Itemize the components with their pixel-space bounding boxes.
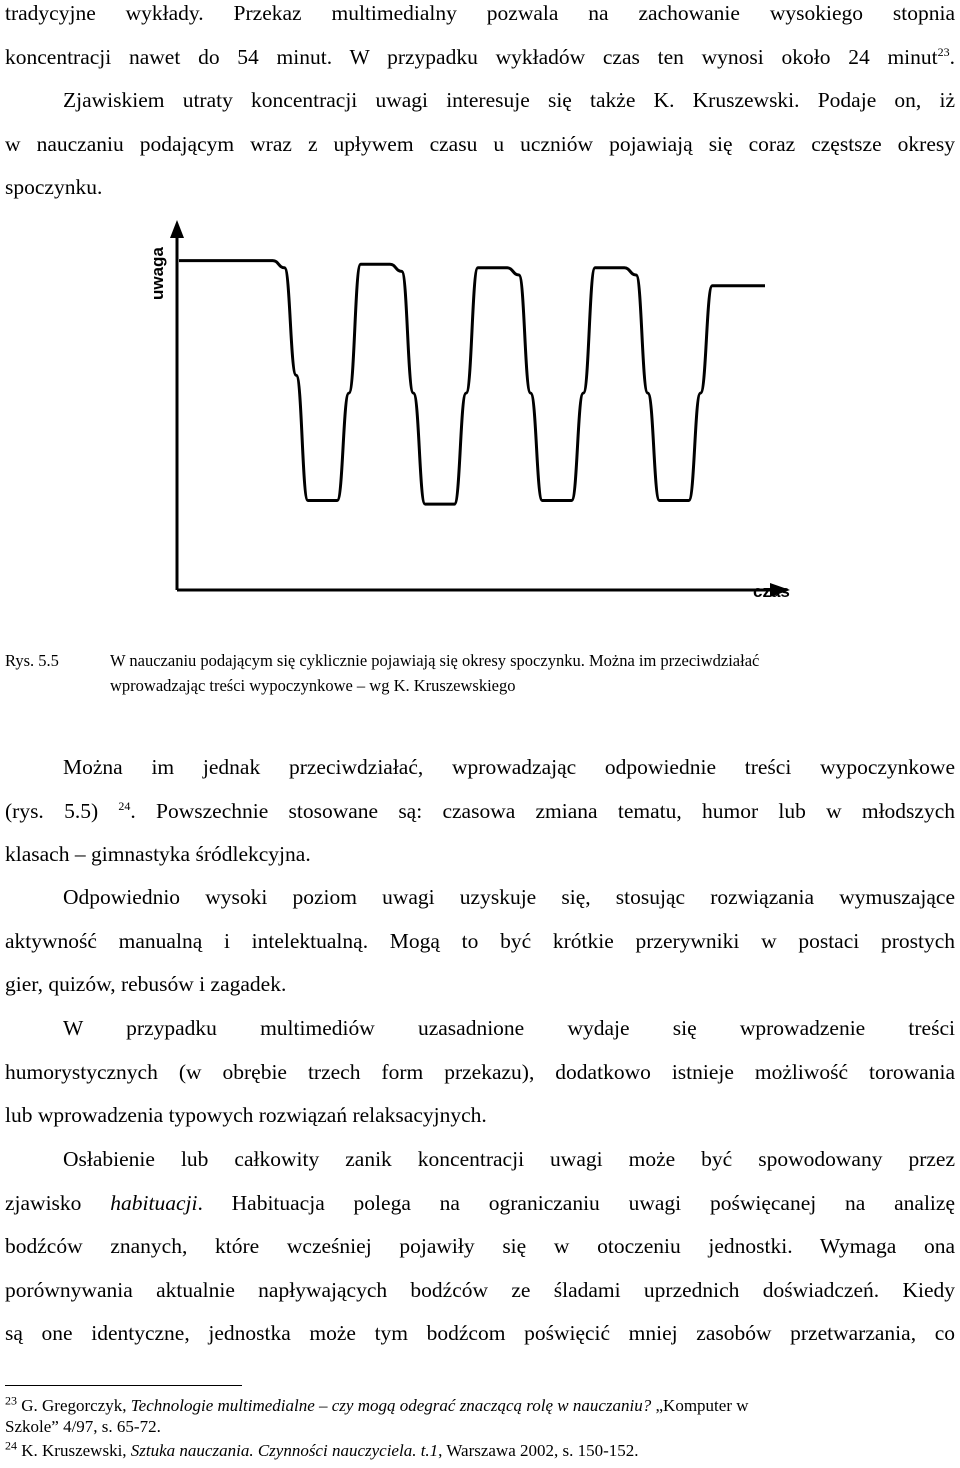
caption-line: wprowadzając treści wypoczynkowe – wg K. Kruszewskiego: [110, 676, 516, 695]
italic-term: habituacji: [110, 1190, 198, 1215]
top-paragraph: [5, 0, 955, 210]
text-line: koncentracji nawet do 54 minut. W przypadku wykładów czas ten wynosi około 24 minut$^{23}$.: [5, 44, 955, 69]
text-line: Można im jednak przeciwdziałać, wprowadzając odpowiednie treści wypoczynkowe: [63, 755, 955, 779]
attention-chart: [0, 218, 960, 638]
text-line: W przypadku multimediów uzasadnione wydaje się wprowadzenie treści: [63, 1016, 955, 1040]
text-line: klasach – gimnastyka śródlekcyjna.: [5, 842, 311, 866]
footnote-24: $^{24}$ K. Kruszewski, Sztuka nauczania. Czynności nauczyciela. t.1, Warszawa 2002, s. 150-152.: [5, 1438, 639, 1460]
text-line: gier, quizów, rebusów i zagadek.: [5, 972, 287, 996]
figure-label: Rys. 5.5: [5, 651, 59, 670]
text-line: Zjawiskiem utraty koncentracji uwagi interesuje się także K. Kruszewski. Podaje on, iż: [63, 88, 955, 112]
footnote-23: $^{23}$ G. Gregorczyk, Technologie multimedialne – czy mogą odegrać znaczącą rolę w nauczaniu? „Komputer w Szkole” 4/97, s. 65-72.: [5, 1393, 749, 1436]
text-line: porównywania aktualnie napływających bodźców ze śladami uprzednich doświadczeń. Kiedy: [5, 1277, 955, 1302]
text-line: lub wprowadzenia typowych rozwiązań relaksacyjnych.: [5, 1103, 487, 1127]
y-axis-arrow-icon: [170, 220, 184, 238]
text-line: Odpowiednio wysoki poziom uwagi uzyskuje się, stosując rozwiązania wymuszające: [63, 885, 955, 909]
caption-line: W nauczaniu podającym się cyklicznie pojawiają się okresy spoczynku. Można im przeciwdziałać: [110, 651, 760, 670]
text-line: bodźców znanych, które wcześniej pojawiły się w otoczeniu jednostki. Wymaga ona: [5, 1234, 955, 1258]
attention-curve: [179, 261, 765, 505]
text-line: spoczynku.: [5, 175, 103, 199]
text-line: tradycyjne wykłady. Przekaz multimedialny pozwala na zachowanie wysokiego stopnia: [5, 1, 955, 25]
text-line: są one identyczne, jednostka może tym bodźcom poświęcić mniej zasobów przetwarzania, co: [5, 1321, 955, 1345]
text-line: Osłabienie lub całkowity zanik koncentracji uwagi może być spowodowany przez: [63, 1147, 955, 1171]
paragraph: [5, 1007, 955, 1138]
y-axis-label: uwaga: [148, 247, 167, 300]
footnote-ref: 24: [118, 798, 131, 813]
text-line: (rys. 5.5) $^{24}$. Powszechnie stosowane są: czasowa zmiana tematu, humor lub w młodszych: [5, 798, 956, 823]
footnote-ref: 23: [937, 44, 950, 59]
footnote-divider: [5, 1385, 242, 1386]
text-line: humorystycznych (w obrębie trzech form przekazu), dodatkowo istnieje możliwość torowania: [5, 1059, 955, 1084]
text-line: zjawisko habituacji. Habituacja polega na ograniczaniu uwagi poświęcanej na analizę: [5, 1190, 955, 1215]
paragraph: [5, 876, 955, 1007]
paragraph: [5, 746, 955, 877]
paragraph: [5, 1138, 955, 1356]
text-line: aktywność manualną i intelektualną. Mogą to być krótkie przerywniki w postaci prostych: [5, 928, 955, 953]
x-axis-label: czas: [753, 582, 790, 601]
text-line: w nauczaniu podającym wraz z upływem czasu u uczniów pojawiają się coraz częstsze okresy: [5, 131, 955, 156]
